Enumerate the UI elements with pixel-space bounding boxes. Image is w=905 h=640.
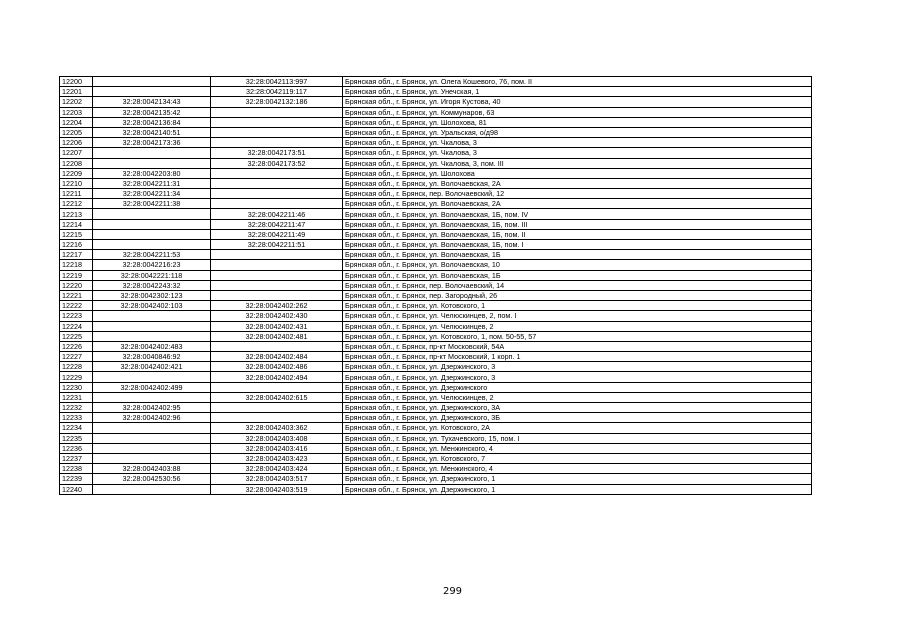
cadastral-number-land	[93, 209, 211, 219]
table-row	[60, 189, 812, 199]
row-number: 12228	[60, 362, 93, 372]
row-number: 12210	[60, 178, 93, 188]
cadastral-number-object: 32:28:0042402:431	[211, 321, 343, 331]
cadastral-number-land	[93, 331, 211, 341]
table-row	[60, 250, 812, 260]
address-cell: Брянская обл., г. Брянск, ул. Менжинского, 4	[343, 443, 812, 453]
table-row	[60, 127, 812, 137]
address-cell: Брянская обл., г. Брянск, ул. Волочаевская, 2А	[343, 199, 812, 209]
table-row	[60, 362, 812, 372]
table-row	[60, 443, 812, 453]
cadastral-number-object: 32:28:0042119:117	[211, 87, 343, 97]
cadastral-number-object: 32:28:0042403:408	[211, 433, 343, 443]
address-cell: Брянская обл., г. Брянск, ул. Челюскинцев, 2	[343, 321, 812, 331]
cadastral-number-object: 32:28:0042132:186	[211, 97, 343, 107]
cadastral-number-object	[211, 270, 343, 280]
cadastral-number-land	[93, 372, 211, 382]
row-number: 12217	[60, 250, 93, 260]
address-cell: Брянская обл., г. Брянск, ул. Котовского, 1, пом. 50-55, 57	[343, 331, 812, 341]
table-row	[60, 352, 812, 362]
table-row	[60, 219, 812, 229]
row-number: 12212	[60, 199, 93, 209]
address-cell: Брянская обл., г. Брянск, пер. Волочаевский, 14	[343, 280, 812, 290]
row-number: 12203	[60, 107, 93, 117]
cadastral-number-object	[211, 290, 343, 300]
address-cell: Брянская обл., г. Брянск, ул. Дзержинского, 1	[343, 484, 812, 494]
table-row	[60, 209, 812, 219]
address-cell: Брянская обл., г. Брянск, ул. Котовского, 1	[343, 301, 812, 311]
table-row	[60, 301, 812, 311]
cadastral-number-object	[211, 341, 343, 351]
row-number: 12225	[60, 331, 93, 341]
row-number: 12205	[60, 127, 93, 137]
table-row	[60, 158, 812, 168]
row-number: 12201	[60, 87, 93, 97]
cadastral-number-object: 32:28:0042113:997	[211, 77, 343, 87]
address-cell: Брянская обл., г. Брянск, ул. Дзержинского, 3Б	[343, 413, 812, 423]
table-row	[60, 270, 812, 280]
row-number: 12218	[60, 260, 93, 270]
address-cell: Брянская обл., г. Брянск, ул. Менжинского, 4	[343, 464, 812, 474]
row-number: 12216	[60, 240, 93, 250]
cadastral-number-land: 32:28:0042243:32	[93, 280, 211, 290]
cadastral-number-object: 32:28:0042402:481	[211, 331, 343, 341]
table-row	[60, 168, 812, 178]
address-cell: Брянская обл., г. Брянск, ул. Волочаевская, 10	[343, 260, 812, 270]
table-row	[60, 240, 812, 250]
cadastral-number-object: 32:28:0042402:486	[211, 362, 343, 372]
address-cell: Брянская обл., г. Брянск, ул. Дзержинского, 1	[343, 474, 812, 484]
cadastral-number-object	[211, 168, 343, 178]
table-row	[60, 87, 812, 97]
address-cell: Брянская обл., г. Брянск, ул. Волочаевская, 1Б	[343, 270, 812, 280]
cadastral-number-object: 32:28:0042402:430	[211, 311, 343, 321]
cadastral-number-land: 32:28:0042211:53	[93, 250, 211, 260]
cadastral-number-object	[211, 382, 343, 392]
page-number: 299	[442, 586, 463, 597]
row-number: 12211	[60, 189, 93, 199]
cadastral-number-land: 32:28:0042530:56	[93, 474, 211, 484]
row-number: 12213	[60, 209, 93, 219]
cadastral-number-land: 32:28:0042211:31	[93, 178, 211, 188]
cadastral-number-land: 32:28:0042134:43	[93, 97, 211, 107]
cadastral-number-object	[211, 413, 343, 423]
address-cell: Брянская обл., г. Брянск, ул. Волочаевская, 1Б, пом. III	[343, 219, 812, 229]
cadastral-number-object: 32:28:0042403:424	[211, 464, 343, 474]
address-cell: Брянская обл., г. Брянск, ул. Котовского, 7	[343, 453, 812, 463]
table-row	[60, 413, 812, 423]
row-number: 12240	[60, 484, 93, 494]
cadastral-number-land	[93, 229, 211, 239]
row-number: 12229	[60, 372, 93, 382]
cadastral-number-object: 32:28:0042173:51	[211, 148, 343, 158]
cadastral-number-land	[93, 158, 211, 168]
table-row	[60, 403, 812, 413]
table-row	[60, 382, 812, 392]
row-number: 12206	[60, 138, 93, 148]
address-cell: Брянская обл., г. Брянск, ул. Шолохова	[343, 168, 812, 178]
cadastral-number-object: 32:28:0042211:51	[211, 240, 343, 250]
cadastral-number-object	[211, 260, 343, 270]
cadastral-number-object	[211, 189, 343, 199]
address-cell: Брянская обл., г. Брянск, пр-кт Московский, 1 корп. 1	[343, 352, 812, 362]
address-cell: Брянская обл., г. Брянск, ул. Чкалова, 3	[343, 138, 812, 148]
cadastral-number-object: 32:28:0042403:519	[211, 484, 343, 494]
row-number: 12208	[60, 158, 93, 168]
row-number: 12202	[60, 97, 93, 107]
table-row	[60, 97, 812, 107]
cadastral-number-object	[211, 250, 343, 260]
cadastral-number-land: 32:28:0042402:96	[93, 413, 211, 423]
table-row	[60, 433, 812, 443]
address-cell: Брянская обл., г. Брянск, ул. Дзержинского	[343, 382, 812, 392]
cadastral-number-land: 32:28:0042203:80	[93, 168, 211, 178]
address-cell: Брянская обл., г. Брянск, ул. Волочаевская, 2А	[343, 178, 812, 188]
cadastral-number-land: 32:28:0042402:421	[93, 362, 211, 372]
cadastral-number-object: 32:28:0042402:262	[211, 301, 343, 311]
cadastral-number-land: 32:28:0042302:123	[93, 290, 211, 300]
cadastral-number-object: 32:28:0042403:362	[211, 423, 343, 433]
address-cell: Брянская обл., г. Брянск, ул. Уральская, о/д98	[343, 127, 812, 137]
table-row	[60, 372, 812, 382]
table-row	[60, 138, 812, 148]
row-number: 12234	[60, 423, 93, 433]
table-row	[60, 311, 812, 321]
cadastral-table	[59, 76, 812, 495]
cadastral-number-object: 32:28:0042402:494	[211, 372, 343, 382]
cadastral-number-object	[211, 138, 343, 148]
cadastral-number-land: 32:28:0042136:84	[93, 117, 211, 127]
table-row	[60, 453, 812, 463]
cadastral-number-object: 32:28:0042403:416	[211, 443, 343, 453]
row-number: 12220	[60, 280, 93, 290]
address-cell: Брянская обл., г. Брянск, ул. Чкалова, 3, пом. III	[343, 158, 812, 168]
table-body	[60, 77, 812, 495]
address-cell: Брянская обл., г. Брянск, ул. Челюскинцев, 2, пом. I	[343, 311, 812, 321]
cadastral-number-land: 32:28:0042211:34	[93, 189, 211, 199]
address-cell: Брянская обл., г. Брянск, ул. Унечская, 1	[343, 87, 812, 97]
row-number: 12226	[60, 341, 93, 351]
table-row	[60, 321, 812, 331]
address-cell: Брянская обл., г. Брянск, пер. Загородный, 26	[343, 290, 812, 300]
cadastral-number-land	[93, 443, 211, 453]
cadastral-number-object: 32:28:0042211:49	[211, 229, 343, 239]
address-cell: Брянская обл., г. Брянск, ул. Тухачевского, 15, пом. I	[343, 433, 812, 443]
cadastral-number-object	[211, 199, 343, 209]
row-number: 12233	[60, 413, 93, 423]
cadastral-number-land	[93, 321, 211, 331]
row-number: 12239	[60, 474, 93, 484]
row-number: 12219	[60, 270, 93, 280]
row-number: 12204	[60, 117, 93, 127]
cadastral-number-land: 32:28:0042221:118	[93, 270, 211, 280]
cadastral-number-object: 32:28:0042402:615	[211, 392, 343, 402]
cadastral-number-land	[93, 423, 211, 433]
cadastral-number-object	[211, 280, 343, 290]
cadastral-number-land	[93, 311, 211, 321]
cadastral-number-object: 32:28:0042403:423	[211, 453, 343, 463]
address-cell: Брянская обл., г. Брянск, ул. Игоря Кустова, 40	[343, 97, 812, 107]
table-row	[60, 178, 812, 188]
cadastral-number-object	[211, 178, 343, 188]
address-cell: Брянская обл., г. Брянск, ул. Волочаевская, 1Б, пом. IV	[343, 209, 812, 219]
address-cell: Брянская обл., г. Брянск, ул. Шолохова, 81	[343, 117, 812, 127]
row-number: 12235	[60, 433, 93, 443]
row-number: 12237	[60, 453, 93, 463]
address-cell: Брянская обл., г. Брянск, ул. Чкалова, 3	[343, 148, 812, 158]
table-row	[60, 280, 812, 290]
row-number: 12227	[60, 352, 93, 362]
row-number: 12214	[60, 219, 93, 229]
row-number: 12200	[60, 77, 93, 87]
row-number: 12207	[60, 148, 93, 158]
cadastral-number-land	[93, 148, 211, 158]
table-row	[60, 331, 812, 341]
address-cell: Брянская обл., г. Брянск, ул. Дзержинского, 3А	[343, 403, 812, 413]
row-number: 12209	[60, 168, 93, 178]
address-cell: Брянская обл., г. Брянск, ул. Волочаевская, 1Б, пом. I	[343, 240, 812, 250]
cadastral-number-land: 32:28:0042135:42	[93, 107, 211, 117]
cadastral-number-object: 32:28:0042173:52	[211, 158, 343, 168]
address-cell: Брянская обл., г. Брянск, ул. Волочаевская, 1Б	[343, 250, 812, 260]
table-row	[60, 341, 812, 351]
table-row	[60, 423, 812, 433]
cadastral-number-land: 32:28:0042211:38	[93, 199, 211, 209]
cadastral-number-land: 32:28:0042403:88	[93, 464, 211, 474]
table-row	[60, 474, 812, 484]
address-cell: Брянская обл., г. Брянск, ул. Дзержинского, 3	[343, 362, 812, 372]
address-cell: Брянская обл., г. Брянск, ул. Волочаевская, 1Б, пом. II	[343, 229, 812, 239]
row-number: 12231	[60, 392, 93, 402]
address-cell: Брянская обл., г. Брянск, ул. Котовского, 2А	[343, 423, 812, 433]
row-number: 12236	[60, 443, 93, 453]
cadastral-number-object: 32:28:0042211:46	[211, 209, 343, 219]
cadastral-number-land	[93, 484, 211, 494]
cadastral-number-object	[211, 403, 343, 413]
cadastral-number-land	[93, 77, 211, 87]
cadastral-number-object	[211, 107, 343, 117]
cadastral-number-land	[93, 433, 211, 443]
row-number: 12232	[60, 403, 93, 413]
address-cell: Брянская обл., г. Брянск, ул. Олега Кошевого, 76, пом. II	[343, 77, 812, 87]
row-number: 12230	[60, 382, 93, 392]
table-row	[60, 77, 812, 87]
cadastral-number-land	[93, 240, 211, 250]
row-number: 12238	[60, 464, 93, 474]
cadastral-number-land: 32:28:0040846:92	[93, 352, 211, 362]
row-number: 12223	[60, 311, 93, 321]
table-row	[60, 290, 812, 300]
table-row	[60, 464, 812, 474]
cadastral-number-land: 32:28:0042402:95	[93, 403, 211, 413]
cadastral-number-object: 32:28:0042211:47	[211, 219, 343, 229]
cadastral-number-land: 32:28:0042173:36	[93, 138, 211, 148]
table-row	[60, 148, 812, 158]
cadastral-number-object: 32:28:0042402:484	[211, 352, 343, 362]
row-number: 12221	[60, 290, 93, 300]
cadastral-number-land: 32:28:0042402:499	[93, 382, 211, 392]
address-cell: Брянская обл., г. Брянск, ул. Коммунаров, 63	[343, 107, 812, 117]
cadastral-number-land: 32:28:0042402:483	[93, 341, 211, 351]
cadastral-number-land: 32:28:0042402:103	[93, 301, 211, 311]
table-row	[60, 117, 812, 127]
address-cell: Брянская обл., г. Брянск, пр-кт Московский, 54А	[343, 341, 812, 351]
cadastral-number-land	[93, 87, 211, 97]
address-cell: Брянская обл., г. Брянск, ул. Дзержинского, 3	[343, 372, 812, 382]
row-number: 12215	[60, 229, 93, 239]
address-cell: Брянская обл., г. Брянск, ул. Челюскинцев, 2	[343, 392, 812, 402]
table-row	[60, 229, 812, 239]
cadastral-number-object: 32:28:0042403:517	[211, 474, 343, 484]
table-row	[60, 484, 812, 494]
address-cell: Брянская обл., г. Брянск, пер. Волочаевский, 12	[343, 189, 812, 199]
cadastral-number-land: 32:28:0042140:51	[93, 127, 211, 137]
table-row	[60, 199, 812, 209]
row-number: 12224	[60, 321, 93, 331]
cadastral-number-land	[93, 219, 211, 229]
cadastral-number-land: 32:28:0042216:23	[93, 260, 211, 270]
cadastral-number-land	[93, 453, 211, 463]
table-row	[60, 392, 812, 402]
table-row	[60, 107, 812, 117]
cadastral-number-land	[93, 392, 211, 402]
cadastral-number-object	[211, 117, 343, 127]
cadastral-number-object	[211, 127, 343, 137]
row-number: 12222	[60, 301, 93, 311]
table-row	[60, 260, 812, 270]
